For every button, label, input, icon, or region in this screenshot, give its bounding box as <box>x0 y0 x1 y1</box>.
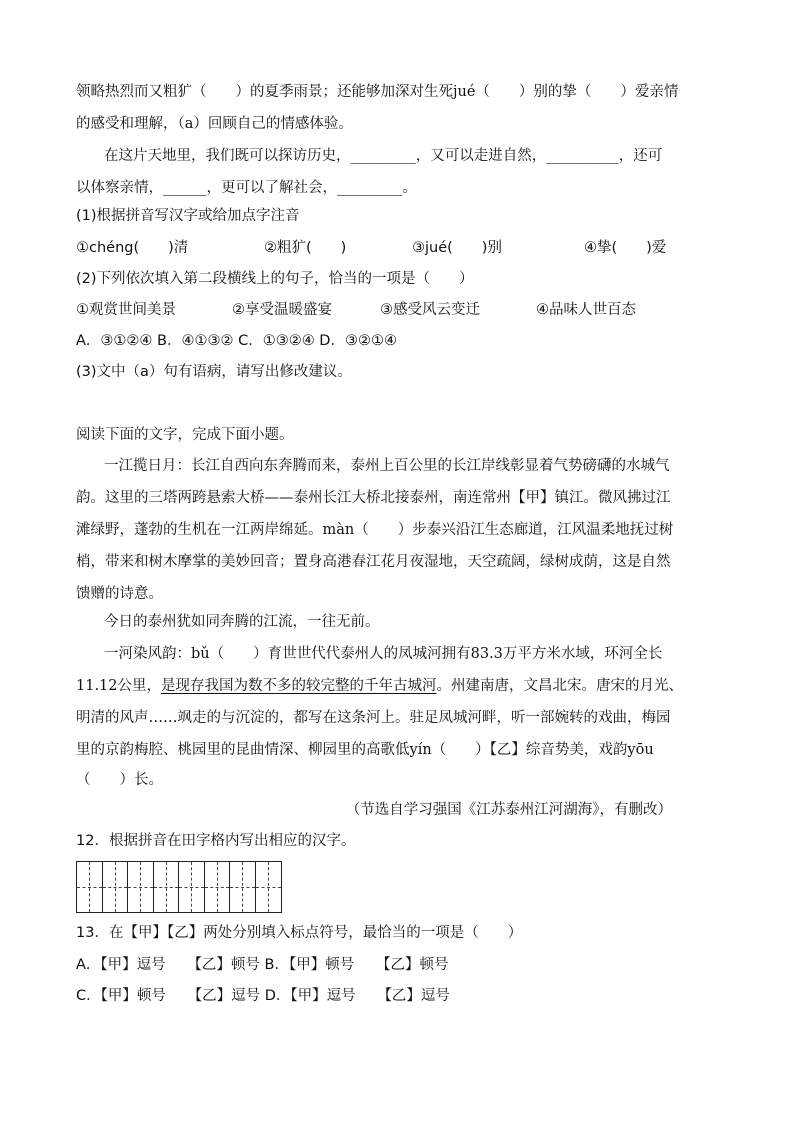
reading-p3-line2 <box>76 676 683 696</box>
reading-p3-line3: 明清的风声……飒走的与沉淀的，都写在这条河上。驻足凤城河畔，听一部婉转的戏曲，梅园 <box>76 710 671 726</box>
passage1-line3: 在这片天地里，我们既可以探访历史，_________，又可以走进自然，__________，还可 <box>104 148 663 164</box>
reading-p1-line4: 梢，带来和树木摩掌的美妙回音；置身高港春江花月夜湿地，天空疏阔，绿树成荫，这是自然 <box>76 554 671 570</box>
reading-p3-line5: （ ）长。 <box>76 772 163 788</box>
source-citation: （节选自学习强国《江苏泰州江河湖海》，有删改） <box>345 802 672 818</box>
question-2-choices: A．③①②④ B．④①③② C．①③②④ D．③②①④ <box>76 333 397 349</box>
reading-instruction: 阅读下面的文字，完成下面小题。 <box>76 427 294 443</box>
reading-p3-line1: 一河染风韵：bǔ（ ）育世世代代泰州人的凤城河拥有83.3万平方米水域，环河全长 <box>104 646 663 662</box>
grid-cell[interactable] <box>154 862 180 912</box>
p3-line2-start: 11.12公里， <box>76 678 162 694</box>
passage1-line1: 领略热烈而又粗犷（ ）的夏季雨景；还能够加深对生死jué（ ）别的挚（ ）爱亲情 <box>76 84 679 100</box>
passage1-line2: 的感受和理解，（a）回顾自己的情感体验。 <box>76 116 353 132</box>
passage1-line4: 以体察亲情，______，更可以了解社会，_________。 <box>76 180 417 196</box>
q2-item-4: ④品味人世百态 <box>536 302 636 318</box>
reading-p1-line1: 一江揽日月：长江自西向东奔腾而来，泰州上百公里的长江岸线彰显着气势磅礴的水城气 <box>104 458 670 474</box>
question-12-title: 12．根据拼音在田字格内写出相应的汉字。 <box>76 833 356 849</box>
question-1-items <box>76 238 666 258</box>
q2-item-2: ②享受温暖盛宴 <box>232 302 332 318</box>
grid-cell[interactable] <box>103 862 129 912</box>
grid-cell[interactable] <box>205 862 231 912</box>
question-2-items <box>76 300 636 320</box>
reading-p1-line5: 馈赠的诗意。 <box>76 586 163 602</box>
grid-cell[interactable] <box>179 862 205 912</box>
question-13-row1: A．【甲】逗号 【乙】顿号 B．【甲】顿号 【乙】顿号 <box>76 957 449 973</box>
grid-cell[interactable] <box>77 862 103 912</box>
q2-item-3: ③感受风云变迁 <box>380 302 480 318</box>
p3-line2-end: 。州建南唐，文昌北宋。唐宋的月光、 <box>436 678 684 694</box>
grid-cell[interactable] <box>256 862 282 912</box>
q1-item-3: ③jué( )别 <box>412 240 502 256</box>
question-13-title: 13．在【甲】【乙】两处分别填入标点符号，最恰当的一项是（ ） <box>76 925 523 941</box>
question-3-title: (3)文中（a）句有语病，请写出修改建议。 <box>76 364 352 380</box>
q1-item-2: ②粗犷( ) <box>264 240 347 256</box>
question-13-row2: C．【甲】顿号 【乙】逗号 D．【甲】逗号 【乙】逗号 <box>76 988 450 1004</box>
reading-p1-line3: 滩绿野，蓬勃的生机在一江两岸绵延。màn（ ）步泰兴沿江生态廊道，江风温柔地抚过树 <box>76 522 674 538</box>
tianzige-grid <box>76 861 282 913</box>
q1-item-4: ④挚( )爱 <box>584 240 667 256</box>
grid-cell[interactable] <box>230 862 256 912</box>
reading-p3-line4: 里的京韵梅腔、桃园里的昆曲情深、柳园里的高歌低yín（ ）【乙】综音势美，戏韵yōu <box>76 742 654 758</box>
question-1-title: (1)根据拼音写汉字或给加点字注音 <box>76 208 300 224</box>
q1-item-1: ①chéng( )清 <box>76 240 189 256</box>
underlined-sentence: 是现存我国为数不多的较完整的千年古城河 <box>161 678 437 694</box>
q2-item-1: ①观赏世间美景 <box>76 302 176 318</box>
grid-cell[interactable] <box>128 862 154 912</box>
question-2-title: (2)下列依次填入第二段横线上的句子，恰当的一项是（ ） <box>76 271 474 287</box>
reading-p2: 今日的泰州犹如同奔腾的江流，一往无前。 <box>104 614 380 630</box>
reading-p1-line2: 韵。这里的三塔两跨悬索大桥——泰州长江大桥北接泰州，南连常州【甲】镇江。微风拂过江 <box>76 490 671 506</box>
